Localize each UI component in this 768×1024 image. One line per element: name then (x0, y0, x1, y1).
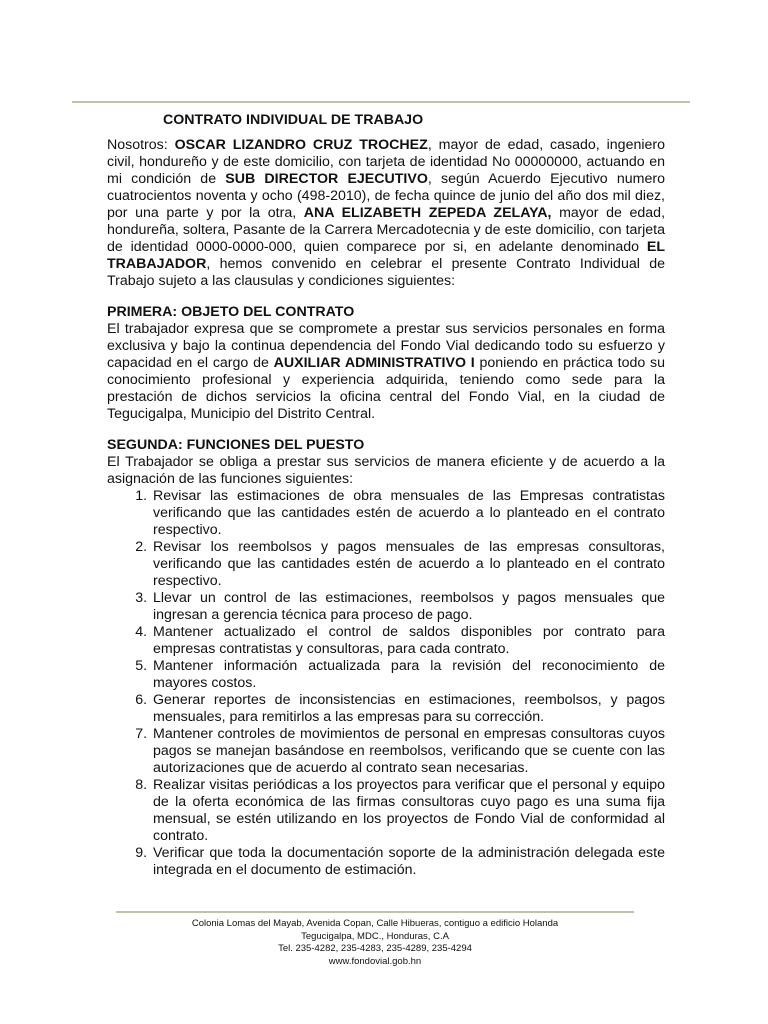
functions-list (107, 488, 665, 879)
primera-text-1: El trabajador expresa que se compromete a prestar sus servicios personales en forma exclusiva y bajo la continua dependencia del Fondo Vial dedicando todo su esfuerzo y capacidad en el cargo de (107, 321, 665, 371)
intro-text-4: mayor de edad, hondureña, soltera, Pasante de la Carrera Mercadotecnia y de este domicilio, con tarjeta de identidad 0000-0000-000, quien comparece por si, en adelante denominado (107, 205, 666, 255)
intro-bold-1: OSCAR LIZANDRO CRUZ TROCHEZ (174, 137, 428, 153)
intro-paragraph (107, 137, 665, 290)
footer-phones: Tel. 235-4282, 235-4283, 235-4289, 235-4294 (278, 943, 472, 954)
footer-city: Tegucigalpa, MDC., Honduras, C.A (301, 930, 449, 942)
primera-text-2: poniendo en práctica todo su conocimiento profesional y experiencia adquirida, teniendo como sede para la prestación de dichos servicios la oficina central del Fondo Vial, en la ciudad de Tegucigalpa, Municipio del Distrito Central. (107, 355, 665, 422)
intro-text-1: Nosotros: (107, 137, 175, 153)
list-item: 3. Llevar un control de las estimaciones, reembolsos y pagos mensuales que ingresan a gerencia técnica para proceso de pago. (151, 590, 665, 624)
list-item: 6. Generar reportes de inconsistencias en estimaciones, reembolsos, y pagos mensuales, para remitirlos a las empresas para su corrección. (151, 692, 665, 726)
intro-bold-2: SUB DIRECTOR EJECUTIVO (225, 171, 428, 187)
primera-bold-1: AUXILIAR ADMINISTRATIVO I (273, 355, 475, 371)
list-item: 9. Verificar que toda la documentación soporte de la administración delegada este integrada en el documento de estimación. (151, 845, 665, 879)
intro-text-5: , hemos convenido en celebrar el presente Contrato Individual de Trabajo sujeto a las clausulas y condiciones siguientes: (107, 256, 665, 289)
list-item: 5. Mantener información actualizada para la revisión del reconocimiento de mayores costos. (151, 658, 665, 692)
segunda-heading: SEGUNDA: FUNCIONES DEL PUESTO (107, 437, 365, 453)
list-item: 1. Revisar las estimaciones de obra mensuales de las Empresas contratistas verificando que las cantidades estén de acuerdo a lo planteado en el contrato respectivo. (151, 488, 665, 539)
intro-bold-4: EL TRABAJADOR (107, 239, 665, 272)
segunda-intro: El Trabajador se obliga a prestar sus servicios de manera eficiente y de acuerdo a la asignación de las funciones siguientes: (107, 454, 665, 487)
page-footer (116, 918, 634, 968)
list-item: 2. Revisar los reembolsos y pagos mensuales de las empresas consultoras, verificando que las cantidades estén de acuerdo a lo planteado en el contrato respectivo. (151, 539, 665, 590)
intro-bold-3: ANA ELIZABETH ZEPEDA ZELAYA, (303, 205, 552, 221)
header-divider (72, 101, 690, 103)
list-item: 4. Mantener actualizado el control de saldos disponibles por contrato para empresas contratistas y consultoras, para cada contrato. (151, 624, 665, 658)
document-body (107, 112, 665, 879)
document-title: CONTRATO INDIVIDUAL DE TRABAJO (163, 112, 424, 128)
list-item: 8. Realizar visitas periódicas a los proyectos para verificar que el personal y equipo de la oferta económica de las firmas consultoras cuyo pago es una suma fija mensual, se estén utilizando en los proyectos de Fondo Vial de conformidad al contrato. (151, 777, 665, 845)
footer-website: www.fondovial.gob.hn (328, 955, 422, 967)
intro-text-2: , mayor de edad, casado, ingeniero civil, hondureño y de este domicilio, con tarjeta de identidad No 00000000, actuando en mi condición de (107, 137, 666, 187)
intro-text-3: , según Acuerdo Ejecutivo numero cuatrocientos noventa y ocho (498-2010), de fecha quince de junio del año dos mil diez, por una parte y por la otra, (107, 171, 665, 221)
footer-address: Colonia Lomas del Mayab, Avenida Copan, Calle Hibueras, contiguo a edificio Holanda (191, 918, 559, 929)
footer-divider (116, 911, 634, 913)
primera-body (107, 321, 665, 423)
primera-heading: PRIMERA: OBJETO DEL CONTRATO (107, 304, 355, 320)
list-item: 7. Mantener controles de movimientos de personal en empresas consultoras cuyos pagos se manejan basándose en reembolsos, verificando que se cuente con las autorizaciones que de acuerdo al contrato sean necesarias. (151, 726, 665, 777)
